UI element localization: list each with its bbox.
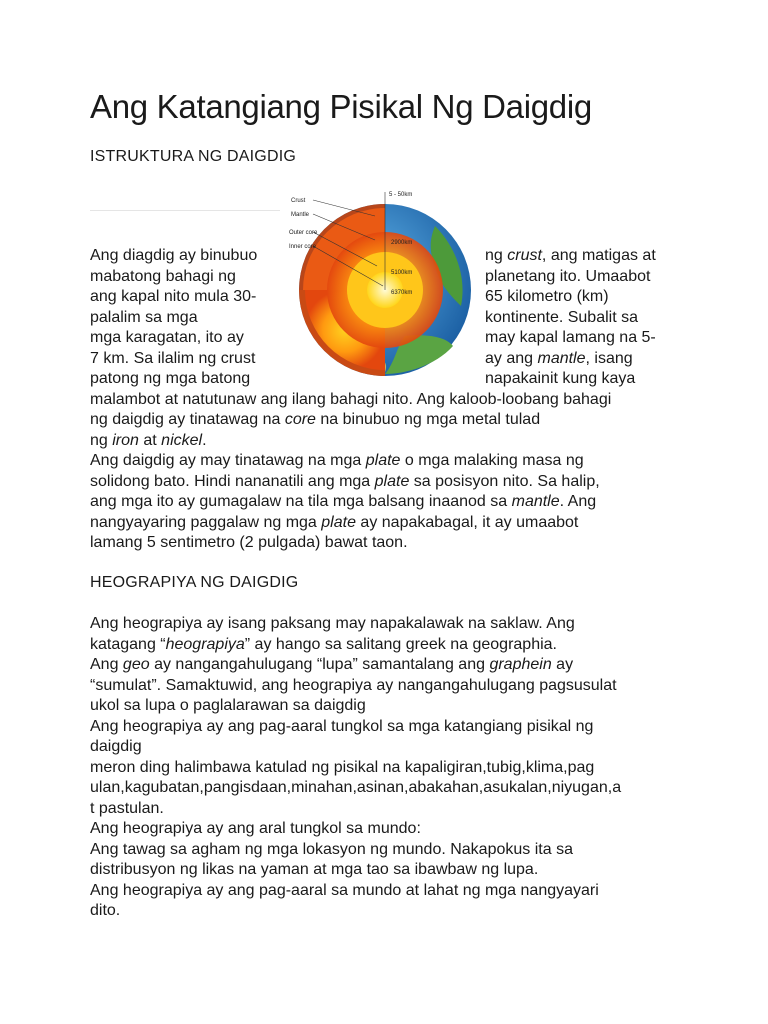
text-segment: sa posisyon nito. Sa halip, [409, 472, 600, 490]
text-segment: Ang daigdig ay may tinatawag na mga [90, 452, 366, 469]
text-segment: Ang [90, 656, 123, 673]
divider [90, 210, 280, 211]
text-line [90, 901, 120, 921]
italic-term: core [284, 411, 316, 428]
text-line: mga karagatan, ito ay [90, 329, 244, 346]
text-segment: meron ding halimbawa katulad ng pisikal na kapaligiran,tubig,klima,pag [90, 758, 595, 776]
text-line [90, 758, 594, 778]
text-segment: lamang 5 sentimetro (2 pulgada) bawat taon. [90, 534, 408, 551]
text-line [90, 881, 599, 901]
italic-term: heograpiya [165, 635, 245, 653]
text-line [485, 328, 656, 348]
text-segment: na binubuo ng mga metal tulad [315, 411, 541, 428]
text-line [485, 349, 633, 369]
text-segment: malambot at natutunaw ang ilang bahagi nito. Ang kaloob-loobang bahagi [90, 390, 612, 408]
italic-term: plate [321, 513, 356, 531]
text-segment: ulan,kagubatan,pangisdaan,minahan,asinan,abakahan,asukalan,niyugan,a [90, 779, 622, 796]
italic-term: geo [122, 656, 150, 673]
italic-term: mantle [537, 349, 586, 367]
text-line [90, 717, 593, 737]
text-line: palalim sa mga [90, 308, 198, 326]
text-segment: ukol sa lupa o paglalarawan sa daigdig [90, 697, 366, 714]
text-segment: ng [485, 247, 508, 264]
text-segment: ay ang [485, 349, 538, 367]
text-segment: ay napakabagal, it ay umaabot [355, 513, 579, 531]
text-segment: planetang ito. Umaabot [485, 267, 651, 285]
text-segment: . [202, 431, 207, 449]
text-segment: Ang heograpiya ay ang pag-aaral tungkol sa mga katangiang pisikal ng [90, 717, 594, 735]
italic-term: mantle [511, 493, 560, 510]
text-line [90, 799, 164, 819]
text-segment: “sumulat”. Samaktuwid, ang heograpiya ay nangangahulugang pagsusulat [90, 676, 617, 694]
italic-term: iron [112, 431, 139, 449]
text-line [90, 533, 408, 553]
text-line [485, 369, 635, 389]
label-crust: Crust [291, 198, 306, 204]
text-segment: Ang heograpiya ay ang aral tungkol sa mundo: [90, 820, 421, 837]
text-line [485, 308, 638, 328]
italic-term: plate [365, 452, 401, 469]
text-line: ang kapal nito mula 30- [90, 288, 257, 305]
text-line [90, 778, 621, 798]
text-line: Ang diagdig ay binubuo [90, 247, 258, 264]
italic-term: graphein [489, 656, 552, 673]
italic-term: crust [507, 247, 542, 264]
italic-term: plate [374, 472, 410, 490]
page-title: Ang Katangiang Pisikal Ng Daigdig [90, 88, 592, 125]
section-heading-istruktura: ISTRUKTURA NG DAIGDIG [90, 148, 296, 165]
text-line [90, 696, 366, 716]
text-segment: at [138, 431, 162, 449]
text-line [485, 267, 650, 287]
text-line [90, 840, 573, 860]
text-line [90, 451, 584, 471]
earth-layers-diagram [285, 186, 480, 386]
text-segment: o mga malaking masa ng [400, 452, 584, 469]
depth-label: 5 - 50km [389, 192, 413, 198]
text-segment: napakainit kung kaya [485, 370, 636, 387]
text-line [90, 819, 421, 839]
depth-label: 6370km [391, 290, 413, 296]
text-segment: solidong bato. Hindi nananatili ang mga [90, 472, 375, 490]
text-line [90, 737, 142, 757]
text-line [90, 390, 611, 410]
text-segment: Ang heograpiya ay isang paksang may napakalawak na saklaw. Ang [90, 615, 575, 632]
text-segment: Ang heograpiya ay ang pag-aaral sa mundo at lahat ng mga nangyayari [90, 881, 599, 899]
text-line [90, 676, 617, 696]
text-segment: 65 kilometro (km) [485, 288, 609, 305]
text-line [90, 614, 575, 634]
text-segment: ng daigdig ay tinatawag na [90, 411, 285, 428]
text-line [90, 472, 600, 492]
text-segment: ang mga ito ay gumagalaw na tila mga balsang inaanod sa [90, 493, 512, 510]
label-outer-core: Outer core [289, 230, 318, 236]
text-segment: distribusyon ng likas na yaman at mga tao sa ibawbaw ng lupa. [90, 861, 539, 878]
text-line: mabatong bahagi ng [90, 267, 236, 285]
text-line: 7 km. Sa ilalim ng crust [90, 349, 256, 367]
label-mantle: Mantle [291, 212, 310, 218]
text-segment: , ang matigas at [541, 247, 656, 264]
text-line: patong ng mga batong [90, 370, 251, 387]
text-segment: dito. [90, 902, 121, 919]
text-segment: may kapal lamang na 5- [485, 329, 656, 346]
text-segment: , isang [585, 349, 633, 367]
section-heading-heograpiya: HEOGRAPIYA NG DAIGDIG [90, 574, 299, 591]
text-line [90, 513, 578, 533]
text-segment: ay nangangahulugang “lupa” samantalang ang [149, 656, 490, 673]
text-line [90, 410, 540, 430]
text-segment: ” ay hango sa salitang greek na geographia. [244, 635, 557, 653]
italic-term: nickel [161, 431, 203, 449]
text-line [90, 655, 573, 675]
text-segment: . Ang [559, 493, 597, 510]
text-line [485, 287, 609, 307]
text-line [90, 635, 557, 655]
text-segment: t pastulan. [90, 799, 164, 817]
text-line [90, 431, 207, 451]
text-segment: Ang tawag sa agham ng mga lokasyon ng mundo. Nakapokus ita sa [90, 840, 573, 858]
text-segment: daigdig [90, 738, 142, 755]
text-segment: katagang “ [90, 635, 166, 653]
text-segment: ng [90, 431, 113, 449]
text-segment: nangyayaring paggalaw ng mga [90, 513, 322, 531]
depth-label: 2900km [391, 240, 413, 246]
text-line [90, 492, 596, 512]
text-line [485, 246, 656, 266]
text-segment: kontinente. Subalit sa [485, 308, 638, 326]
text-line [90, 860, 538, 880]
text-segment: ay [551, 656, 574, 673]
label-inner-core: Inner core [289, 244, 317, 250]
depth-label: 5100km [391, 270, 413, 276]
